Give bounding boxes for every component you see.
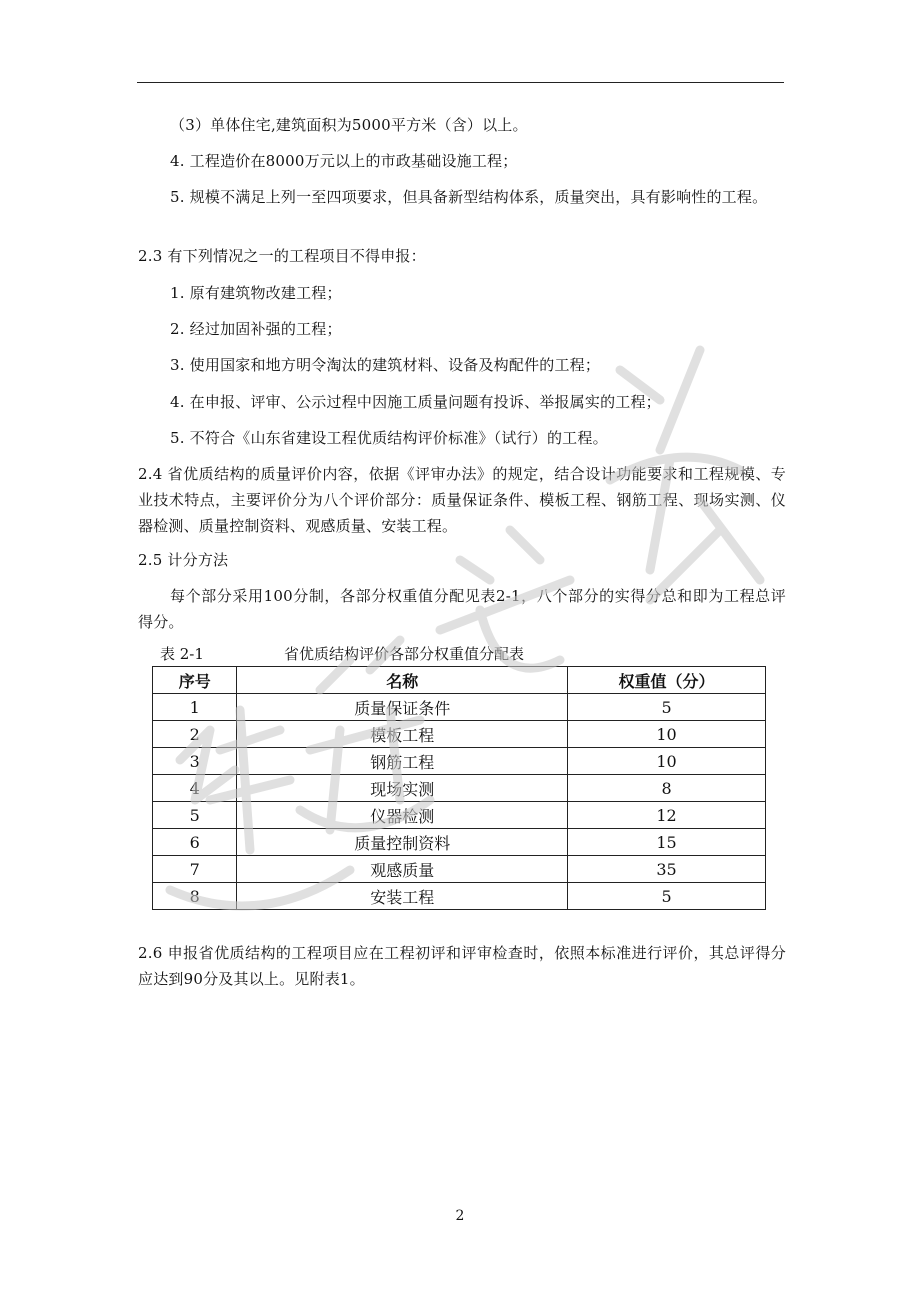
weight-distribution-table xyxy=(152,666,766,910)
row-weight-cell: 10 xyxy=(568,748,766,775)
row-weight-cell: 12 xyxy=(568,802,766,829)
row-weight-cell: 8 xyxy=(568,775,766,802)
row-weight-cell: 5 xyxy=(568,694,766,721)
paragraph-item-4: 4. 工程造价在8000万元以上的市政基础设施工程； xyxy=(170,152,518,170)
row-number-cell: 5 xyxy=(153,802,237,829)
table-row xyxy=(153,829,766,856)
section-2-6-paragraph: 2.6 申报省优质结构的工程项目应在工程初评和评审检查时，依照本标准进行评价，其总评得分应达到90分及其以上。见附表1。 xyxy=(138,944,786,988)
header-serial-number: 序号 xyxy=(153,667,237,694)
row-number-cell: 1 xyxy=(153,694,237,721)
table-row xyxy=(153,775,766,802)
header-rule xyxy=(137,82,784,83)
row-weight-cell: 5 xyxy=(568,883,766,910)
row-name-cell: 模板工程 xyxy=(237,721,568,748)
row-name-cell: 现场实测 xyxy=(237,775,568,802)
table-row xyxy=(153,883,766,910)
row-name-cell: 安装工程 xyxy=(237,883,568,910)
row-weight-cell: 15 xyxy=(568,829,766,856)
row-name-cell: 钢筋工程 xyxy=(237,748,568,775)
table-label: 表 2-1 xyxy=(160,645,204,663)
exclusion-item-4: 4. 在申报、评审、公示过程中因施工质量问题有投诉、举报属实的工程； xyxy=(170,393,661,411)
table-header-row xyxy=(153,667,766,694)
paragraph-item-3: （3）单体住宅,建筑面积为5000平方米（含）以上。 xyxy=(170,116,528,134)
row-weight-cell: 35 xyxy=(568,856,766,883)
exclusion-item-5: 5. 不符合《山东省建设工程优质结构评价标准》（试行）的工程。 xyxy=(170,429,608,447)
header-weight: 权重值（分） xyxy=(568,667,766,694)
row-number-cell: 6 xyxy=(153,829,237,856)
row-name-cell: 质量保证条件 xyxy=(237,694,568,721)
table-row xyxy=(153,856,766,883)
row-name-cell: 观感质量 xyxy=(237,856,568,883)
scoring-method-paragraph: 每个部分采用100分制，各部分权重值分配见表2-1，八个部分的实得分总和即为工程总评得分。 xyxy=(138,587,786,631)
section-2-3-heading: 2.3 有下列情况之一的工程项目不得申报： xyxy=(138,247,426,265)
row-number-cell: 7 xyxy=(153,856,237,883)
row-number-cell: 8 xyxy=(153,883,237,910)
section-2-5-heading: 2.5 计分方法 xyxy=(138,551,229,569)
table-row xyxy=(153,802,766,829)
section-2-4-paragraph: 2.4 省优质结构的质量评价内容，依据《评审办法》的规定，结合设计功能要求和工程规模、专业技术特点，主要评价分为八个评价部分：质量保证条件、模板工程、钢筋工程、现场实测、仪器检测、质量控制资料、观感质量、安装工程。 xyxy=(138,465,786,535)
paragraph-item-5: 5. 规模不满足上列一至四项要求，但具备新型结构体系，质量突出，具有影响性的工程。 xyxy=(170,188,768,206)
exclusion-item-2: 2. 经过加固补强的工程； xyxy=(170,320,342,338)
table-row xyxy=(153,694,766,721)
row-name-cell: 质量控制资料 xyxy=(237,829,568,856)
exclusion-item-1: 1. 原有建筑物改建工程； xyxy=(170,284,342,302)
exclusion-item-3: 3. 使用国家和地方明令淘汰的建筑材料、设备及构配件的工程； xyxy=(170,356,601,374)
table-row xyxy=(153,748,766,775)
page-number: 2 xyxy=(455,1208,465,1224)
row-number-cell: 2 xyxy=(153,721,237,748)
row-number-cell: 3 xyxy=(153,748,237,775)
row-number-cell: 4 xyxy=(153,775,237,802)
header-name: 名称 xyxy=(237,667,568,694)
table-title: 省优质结构评价各部分权重值分配表 xyxy=(284,645,525,663)
table-row xyxy=(153,721,766,748)
row-weight-cell: 10 xyxy=(568,721,766,748)
row-name-cell: 仪器检测 xyxy=(237,802,568,829)
